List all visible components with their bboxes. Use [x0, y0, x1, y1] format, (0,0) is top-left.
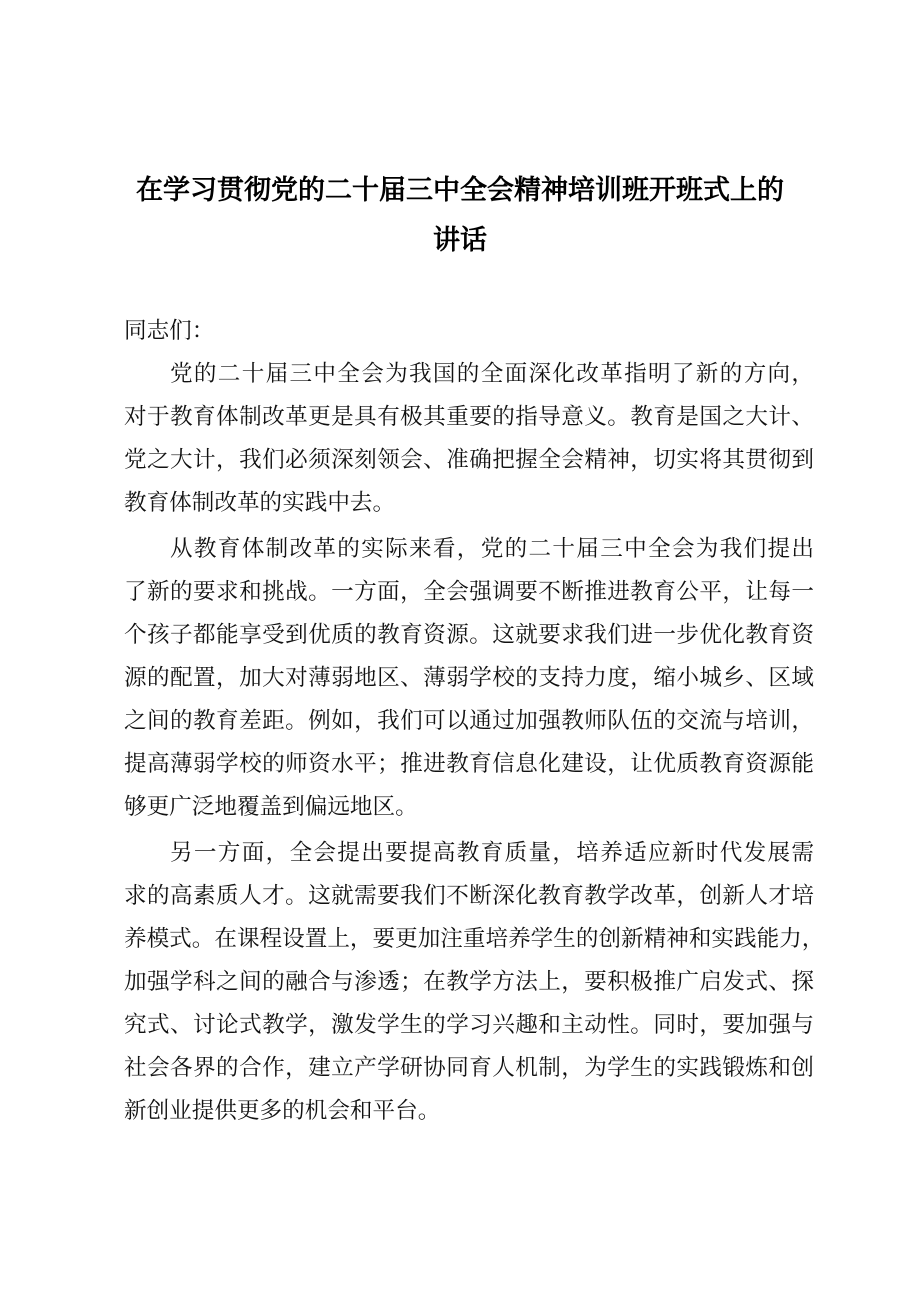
paragraph-2-line-2: 了新的要求和挑战。一方面，全会强调要不断推进教育公平，让每一: [124, 579, 814, 605]
paragraph-3-line-5: 究式、讨论式教学，激发学生的学习兴趣和主动性。同时，要加强与: [124, 1012, 814, 1038]
paragraph-2-line-6: 提高薄弱学校的师资水平；推进教育信息化建设，让优质教育资源能: [124, 751, 814, 777]
paragraph-3-line-2: 求的高素质人才。这就需要我们不断深化教育教学改革，创新人才培: [124, 883, 814, 909]
paragraph-2-line-4: 源的配置，加大对薄弱地区、薄弱学校的支持力度，缩小城乡、区域: [124, 665, 814, 691]
paragraph-1-line-4: 教育体制改革的实践中去。: [124, 490, 396, 516]
paragraph-3-line-3: 养模式。在课程设置上，要更加注重培养学生的创新精神和实践能力，: [124, 926, 825, 952]
paragraph-3-line-1: 另一方面，全会提出要提高教育质量，培养适应新时代发展需: [170, 840, 814, 866]
paragraph-2-line-5: 之间的教育差距。例如，我们可以通过加强教师队伍的交流与培训，: [124, 708, 814, 734]
paragraph-3-line-4: 加强学科之间的融合与渗透；在教学方法上，要积极推广启发式、探: [124, 969, 814, 995]
paragraph-1-line-2: 对于教育体制改革更是具有极其重要的指导意义。教育是国之大计、: [124, 404, 814, 430]
salutation: 同志们：: [124, 318, 215, 344]
paragraph-2-line-7: 够更广泛地覆盖到偏远地区。: [124, 794, 418, 820]
paragraph-2-line-1: 从教育体制改革的实际来看，党的二十届三中全会为我们提出: [170, 536, 814, 562]
document-title-line-1: 在学习贯彻党的二十届三中全会精神培训班开班式上的: [136, 175, 784, 206]
paragraph-1-line-1: 党的二十届三中全会为我国的全面深化改革指明了新的方向，: [170, 361, 814, 387]
paragraph-3-line-7: 新创业提供更多的机会和平台。: [124, 1098, 441, 1124]
paragraph-1-line-3: 党之大计，我们必须深刻领会、准确把握全会精神，切实将其贯彻到: [124, 447, 814, 473]
paragraph-3-line-6: 社会各界的合作，建立产学研协同育人机制，为学生的实践锻炼和创: [124, 1055, 814, 1081]
paragraph-2-line-3: 个孩子都能享受到优质的教育资源。这就要求我们进一步优化教育资: [124, 622, 814, 648]
document-title-line-2: 讲话: [433, 225, 487, 256]
